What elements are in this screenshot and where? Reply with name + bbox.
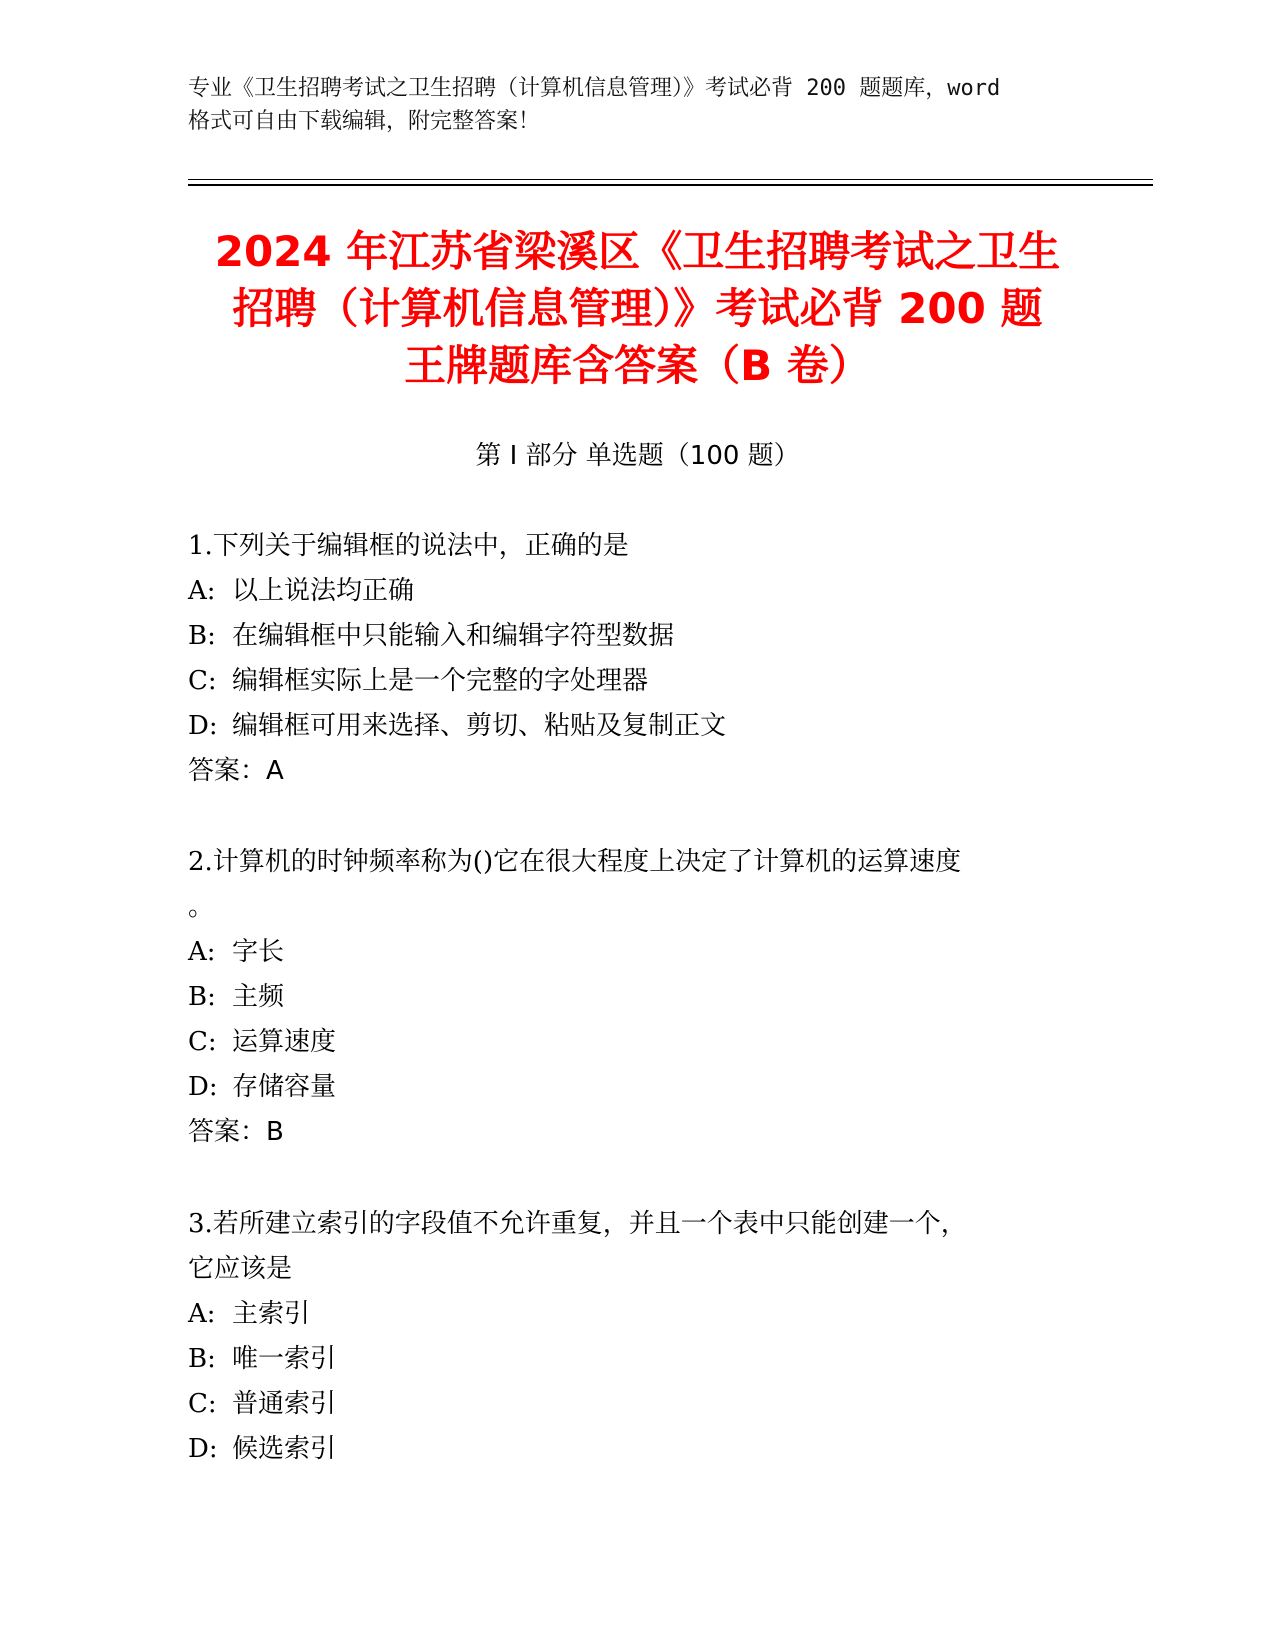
option-text: 候选索引 bbox=[232, 1434, 337, 1464]
header-note bbox=[188, 72, 1088, 138]
option-letter: B: bbox=[188, 1344, 216, 1374]
option-letter: B: bbox=[188, 621, 216, 651]
question-stem: 3.若所建立索引的字段值不允许重复，并且一个表中只能创建一个， bbox=[188, 1209, 967, 1239]
option-text: 以上说法均正确 bbox=[232, 576, 415, 606]
title-line: 2024 年江苏省梁溪区《卫生招聘考试之卫生 bbox=[214, 227, 1061, 276]
option-d bbox=[188, 1065, 1088, 1110]
option-text: 唯一索引 bbox=[232, 1344, 337, 1374]
option-letter: B: bbox=[188, 982, 216, 1012]
option-letter: D: bbox=[188, 1072, 218, 1102]
header-note-line: 格式可自由下载编辑，附完整答案！ bbox=[188, 109, 541, 134]
header-note-line: 专业《卫生招聘考试之卫生招聘（计算机信息管理）》考试必背 200 题题库，word bbox=[188, 76, 1001, 101]
option-text: 普通索引 bbox=[232, 1389, 337, 1419]
option-letter: A: bbox=[188, 576, 216, 606]
option-c bbox=[188, 659, 1088, 704]
question-block bbox=[188, 840, 1088, 1155]
option-c bbox=[188, 1382, 1088, 1427]
option-text: 编辑框可用来选择、剪切、粘贴及复制正文 bbox=[232, 711, 727, 741]
option-text: 主索引 bbox=[232, 1299, 311, 1329]
document-title bbox=[150, 223, 1125, 394]
question-block bbox=[188, 1202, 1088, 1472]
option-letter: C: bbox=[188, 1389, 217, 1419]
option-letter: A: bbox=[188, 937, 216, 967]
option-b bbox=[188, 614, 1088, 659]
option-letter: D: bbox=[188, 1434, 218, 1464]
question-stem-continued: 它应该是 bbox=[188, 1254, 293, 1284]
option-b bbox=[188, 975, 1088, 1020]
option-a bbox=[188, 1292, 1088, 1337]
header-divider-thick bbox=[188, 184, 1153, 186]
option-b bbox=[188, 1337, 1088, 1382]
option-text: 在编辑框中只能输入和编辑字符型数据 bbox=[232, 621, 675, 651]
section-title: 第 I 部分 单选题（100 题） bbox=[475, 441, 800, 471]
option-d bbox=[188, 1427, 1088, 1472]
option-d bbox=[188, 704, 1088, 749]
option-text: 运算速度 bbox=[232, 1027, 337, 1057]
option-text: 主频 bbox=[232, 982, 285, 1012]
question-stem-continued: 。 bbox=[188, 892, 215, 922]
option-a bbox=[188, 569, 1088, 614]
title-line: 招聘（计算机信息管理）》考试必背 200 题 bbox=[232, 284, 1043, 333]
option-letter: A: bbox=[188, 1299, 216, 1329]
option-text: 字长 bbox=[232, 937, 285, 967]
option-letter: D: bbox=[188, 711, 218, 741]
question-stem: 1.下列关于编辑框的说法中，正确的是 bbox=[188, 531, 629, 561]
title-line: 王牌题库含答案（B 卷） bbox=[404, 341, 871, 390]
option-a bbox=[188, 930, 1088, 975]
question-stem: 2.计算机的时钟频率称为()它在很大程度上决定了计算机的运算速度 bbox=[188, 847, 962, 877]
question-block bbox=[188, 524, 1088, 794]
answer-line: 答案：A bbox=[188, 756, 284, 786]
option-text: 编辑框实际上是一个完整的字处理器 bbox=[232, 666, 649, 696]
option-text: 存储容量 bbox=[232, 1072, 337, 1102]
option-c bbox=[188, 1020, 1088, 1065]
header-divider-thin bbox=[188, 179, 1153, 180]
option-letter: C: bbox=[188, 666, 217, 696]
answer-line: 答案：B bbox=[188, 1117, 284, 1147]
option-letter: C: bbox=[188, 1027, 217, 1057]
